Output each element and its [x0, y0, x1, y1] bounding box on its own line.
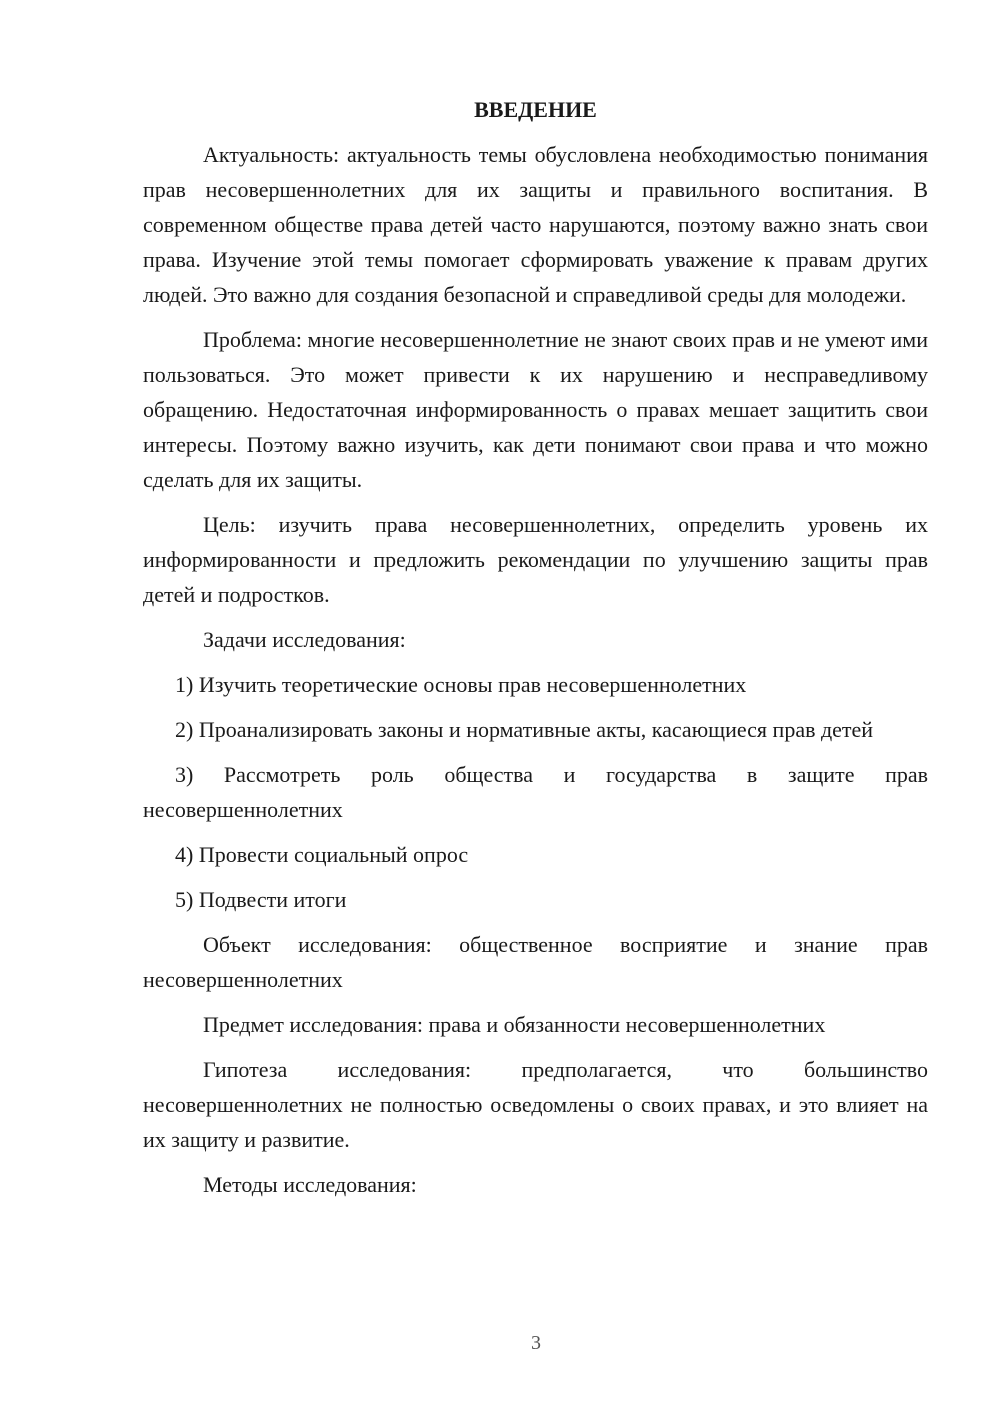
paragraph-tasks-heading: Задачи исследования: [203, 627, 406, 652]
paragraph-subject: Предмет исследования: права и обязанности несовершеннолетних [203, 1012, 826, 1037]
paragraph-problem: Проблема: многие несовершеннолетние не знают своих прав и не умеют ими пользоваться. Это может привести к их нарушению и несправедливому обращению. Недостаточная информированность о правах мешает защитить свои интересы. Поэтому важно изучить, как дети понимают свои права и что можно сделать для их защиты. [143, 327, 928, 492]
task-item-3: 3) Рассмотреть роль общества и государства в защите прав несовершеннолетних [143, 762, 928, 822]
paragraph-goal: Цель: изучить права несовершеннолетних, определить уровень их информированности и предложить рекомендации по улучшению защиты прав детей и подростков. [143, 512, 928, 607]
task-item-2: 2) Проанализировать законы и нормативные акты, касающиеся прав детей [175, 717, 874, 742]
paragraph-object: Объект исследования: общественное восприятие и знание прав несовершеннолетних [143, 932, 928, 992]
paragraph-hypothesis: Гипотеза исследования: предполагается, что большинство несовершеннолетних не полностью осведомлены о своих правах, и это влияет на их защиту и развитие. [143, 1057, 928, 1152]
page-number: 3 [531, 1332, 541, 1354]
paragraph-relevance: Актуальность: актуальность темы обусловлена необходимостью понимания прав несовершеннолетних для их защиты и правильного воспитания. В современном обществе права детей часто нарушаются, поэтому важно знать свои права. Изучение этой темы помогает сформировать уважение к правам других людей. Это важно для создания безопасной и справедливой среды для молодежи. [143, 142, 928, 307]
paragraph-methods: Методы исследования: [203, 1172, 417, 1197]
task-item-4: 4) Провести социальный опрос [175, 842, 469, 867]
task-item-1: 1) Изучить теоретические основы прав несовершеннолетних [175, 672, 747, 697]
document-body [143, 92, 928, 1212]
task-item-5: 5) Подвести итоги [175, 887, 347, 912]
section-title: ВВЕДЕНИЕ [474, 97, 597, 122]
